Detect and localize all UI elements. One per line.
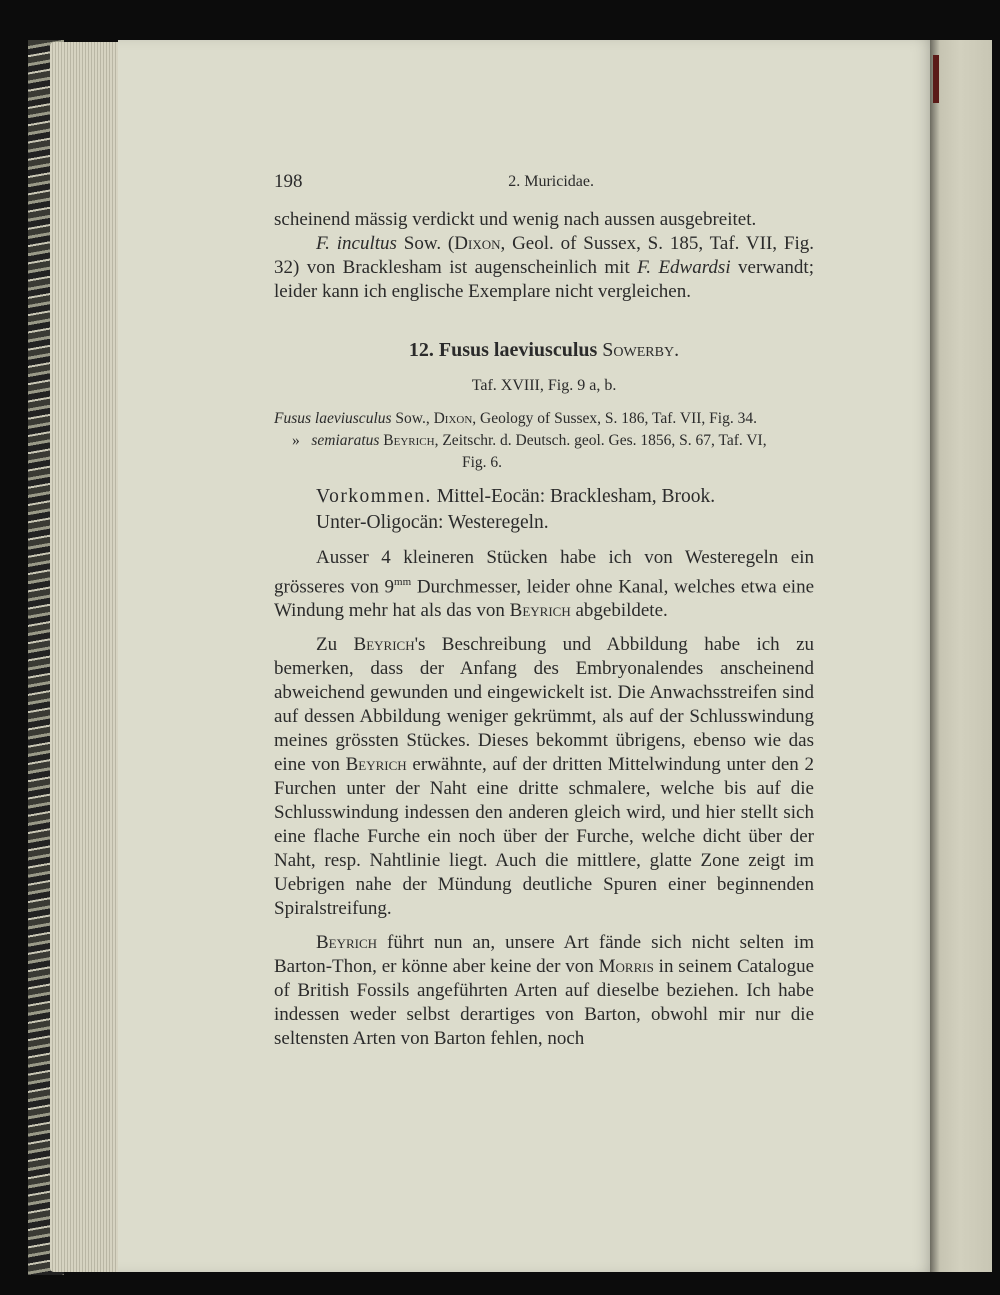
unit-superscript: mm: [394, 576, 412, 588]
text-run: abgebildete.: [570, 600, 668, 622]
page-number: 198: [274, 171, 303, 192]
text-run: verwandt; leider kann ich englische Exemplare nicht vergleichen.: [274, 257, 814, 302]
synonym-name: semiaratus: [311, 432, 380, 449]
author-morris: Morris: [598, 956, 654, 978]
text-run: führt nun an, unsere Art fände sich nicht selten im Barton-Thon, er könne aber keine der von: [274, 932, 814, 978]
intro-paragraph-2: [274, 232, 814, 304]
text-run: Zu: [316, 634, 354, 656]
body-paragraph-3: [274, 931, 814, 1051]
author-beyrich: Beyrich: [316, 932, 378, 954]
text-run: in seinem Catalogue of British Fossils angeführten Arten auf dieselbe beziehen. Ich habe indessen weder selbst derartiges von Barton, obwohl mir nur die seltensten Arten von Barton fehlen, noch: [274, 956, 814, 1050]
text-run: Sow.,: [391, 410, 434, 427]
running-head: 2. Muricidae.: [508, 173, 594, 190]
text-run: , Geol. of Sussex, S. 185, Taf. VII, Fig. 32) von Bracklesham ist augenscheinlich mit: [274, 233, 814, 278]
text-run: Durchmesser, leider ohne Kanal, welches etwa eine Windung mehr hat als das von: [274, 576, 814, 622]
body-paragraph-2: [274, 633, 814, 921]
facing-page-edge: [930, 40, 992, 1272]
text-run: , Geology of Sussex, S. 186, Taf. VII, Fig. 34.: [472, 410, 757, 427]
author-beyrich: Beyrich: [353, 634, 415, 656]
author-beyrich: Beyrich: [509, 600, 571, 622]
species-name: Fusus laeviusculus: [438, 339, 598, 361]
author-beyrich: Beyrich: [345, 754, 407, 776]
text-run: 's Beschreibung und Abbildung habe ich zu bemerken, dass der Anfang des Embryonalendes anscheinend abweichend gewunden und eingewickelt ist. Die Anwachsstreifen sind auf dessen Abbildung weniger gekrümmt, als auf der Schlusswindung meines grössten Stückes. Dieses bekommt übrigens, ebenso wie das eine von: [274, 634, 815, 776]
synonymy-line-2: [274, 430, 814, 452]
body-paragraph-1: [274, 546, 814, 623]
text-run: Mittel-Eocän: Bracklesham, Brook.: [431, 486, 716, 507]
description-body: [274, 546, 814, 1051]
species-heading: [274, 338, 814, 362]
occurrence-line-1: [274, 484, 814, 510]
synonymy-list: [274, 408, 814, 474]
text-run: Ausser 4 kleineren Stücken habe ich von Westeregeln ein grösseres von 9: [274, 547, 814, 598]
ditto-mark: »: [292, 432, 300, 449]
synonymy-line-1: [274, 408, 814, 430]
text-run: Sow. (: [396, 233, 455, 254]
occurrence-line-2: Unter-Oligocän: Westeregeln.: [316, 512, 549, 533]
species-ref-incultus: F. incultus: [316, 233, 397, 254]
page-text: [274, 170, 814, 1051]
text-run: , Zeitschr. d. Deutsch. geol. Ges. 1856, S. 67, Taf. VI,: [434, 432, 767, 449]
author-dixon: Dixon: [433, 410, 473, 427]
author-beyrich: Beyrich: [383, 432, 435, 449]
text-run: erwähnte, auf der dritten Mittelwindung unter den 2 Furchen unter der Naht eine dritte schmalere, welche bis auf die Schlusswindung indessen den anderen gleich wird, und hier stellt sich eine flache Furche ein noch über der Furche, welche dicht über der Naht, resp. Nahtlinie liegt. Auch die mittlere, glatte Zone zeigt im Uebrigen nahe der Mündung deutliche Spuren einer beginnenden Spiralstreifung.: [274, 754, 814, 920]
occurrence: [274, 484, 814, 536]
bookmark-ribbon: [933, 55, 939, 103]
intro-paragraph-1: scheinend mässig verdickt und wenig nach aussen ausgebreitet.: [274, 209, 757, 230]
species-author: Sowerby.: [602, 339, 680, 361]
species-number: 12.: [408, 339, 434, 361]
synonymy-line-3: Fig. 6.: [462, 454, 503, 471]
occurrence-label: Vorkommen.: [316, 486, 432, 507]
synonym-name: Fusus laeviusculus: [274, 410, 392, 427]
author-dixon: Dixon: [454, 233, 501, 254]
page-edges: [50, 42, 125, 1272]
page-header: [274, 170, 814, 194]
species-ref-edwardsi: F. Edwardsi: [637, 257, 731, 278]
plate-reference: Taf. XVIII, Fig. 9 a, b.: [471, 377, 617, 394]
